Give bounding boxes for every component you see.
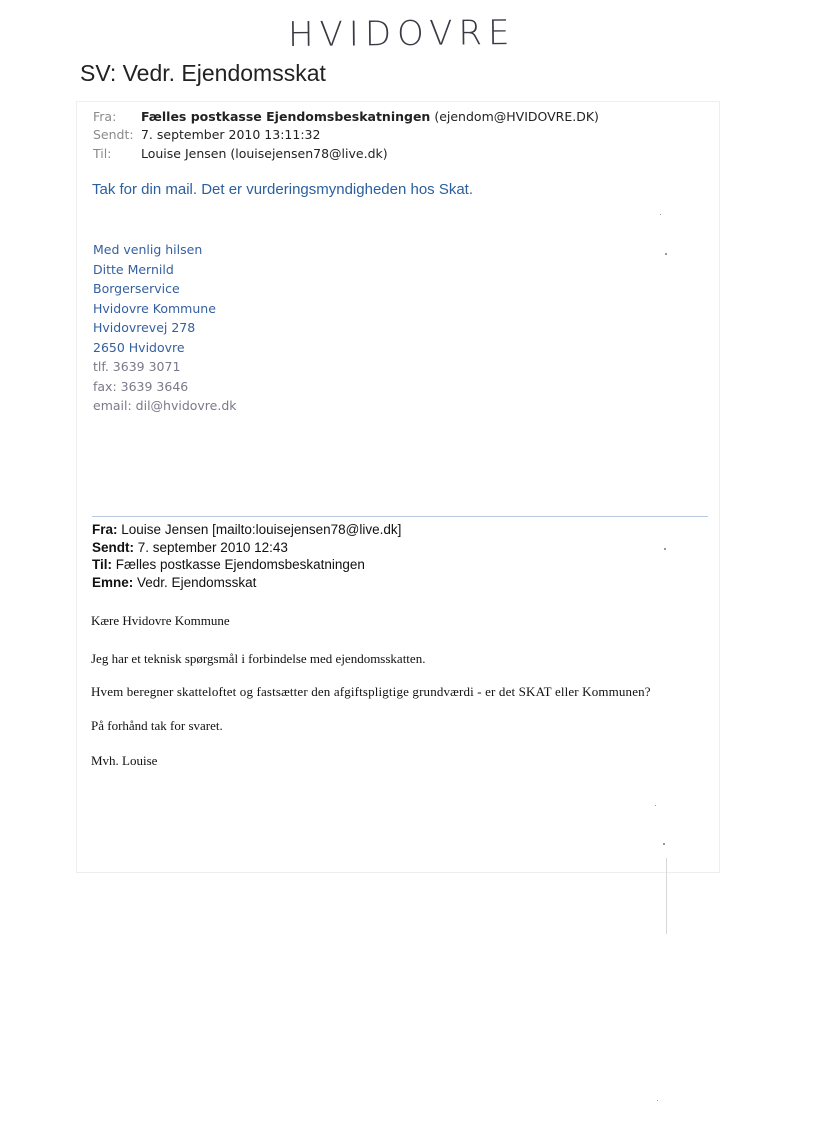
original-body-line: Kære Hvidovre Kommune bbox=[91, 613, 230, 628]
original-to-row bbox=[92, 556, 401, 574]
email-panel bbox=[76, 101, 720, 873]
original-from-row bbox=[92, 521, 401, 539]
signature-email: email: dil@hvidovre.dk bbox=[93, 398, 237, 413]
signature-street: Hvidovrevej 278 bbox=[93, 320, 196, 335]
reply-to-row bbox=[93, 146, 388, 161]
scan-speck bbox=[664, 548, 666, 550]
scan-speck bbox=[665, 253, 667, 255]
signature-phone: tlf. 3639 3071 bbox=[93, 359, 181, 374]
email-subject: SV: Vedr. Ejendomsskat bbox=[80, 60, 326, 86]
original-body-line: Mvh. Louise bbox=[91, 753, 158, 768]
scan-speck bbox=[660, 214, 661, 215]
reply-message: Tak for din mail. Det er vurderingsmyndigheden hos Skat. bbox=[92, 181, 474, 198]
signature-name: Ditte Mernild bbox=[93, 261, 174, 277]
original-subject-row bbox=[92, 574, 401, 592]
original-sent-value: 7. september 2010 12:43 bbox=[137, 539, 288, 555]
scan-speck bbox=[655, 805, 656, 806]
signature-organization: Hvidovre Kommune bbox=[93, 300, 216, 316]
reply-to-value: Louise Jensen (louisejensen78@live.dk) bbox=[140, 146, 388, 161]
reply-from-name: Fælles postkasse Ejendomsbeskatningen bbox=[140, 109, 431, 124]
reply-to-label: Til: bbox=[93, 146, 112, 161]
original-header bbox=[92, 521, 401, 591]
scan-artifact-line bbox=[666, 858, 667, 934]
signature-greeting: Med venlig hilsen bbox=[93, 242, 203, 257]
original-to-label: Til: bbox=[92, 557, 112, 572]
original-from-label: Fra: bbox=[92, 522, 118, 537]
original-sent-row bbox=[92, 539, 401, 557]
reply-sent-value: 7. september 2010 13:11:32 bbox=[140, 127, 321, 142]
signature-city: 2650 Hvidovre bbox=[93, 339, 185, 355]
signature-fax: fax: 3639 3646 bbox=[93, 378, 189, 394]
original-sent-label: Sendt: bbox=[92, 539, 134, 555]
signature-block bbox=[93, 240, 237, 416]
reply-sent-row bbox=[93, 127, 320, 142]
original-body-line: Jeg har et teknisk spørgsmål i forbindelse med ejendomsskatten. bbox=[91, 651, 426, 666]
handwritten-note: HVIDOVRE bbox=[287, 13, 516, 55]
signature-department: Borgerservice bbox=[93, 281, 180, 296]
original-from-value: Louise Jensen [mailto:louisejensen78@live.dk] bbox=[121, 522, 402, 537]
reply-from-label: Fra: bbox=[93, 109, 117, 124]
reply-sent-label: Sendt: bbox=[93, 127, 134, 142]
reply-from-row bbox=[93, 109, 599, 124]
scan-speck bbox=[657, 1100, 658, 1101]
original-body-line: På forhånd tak for svaret. bbox=[91, 718, 223, 733]
scan-speck bbox=[663, 843, 665, 845]
original-subject-value: Vedr. Ejendomsskat bbox=[137, 574, 257, 590]
quote-divider bbox=[92, 516, 708, 517]
original-subject-label: Emne: bbox=[92, 574, 134, 590]
original-body-line: Hvem beregner skatteloftet og fastsætter den afgiftspligtige grundværdi - er det SKAT eller Kommunen? bbox=[91, 684, 651, 699]
original-to-value: Fælles postkasse Ejendomsbeskatningen bbox=[115, 557, 365, 572]
reply-from-email: (ejendom@HVIDOVRE.DK) bbox=[434, 109, 599, 124]
